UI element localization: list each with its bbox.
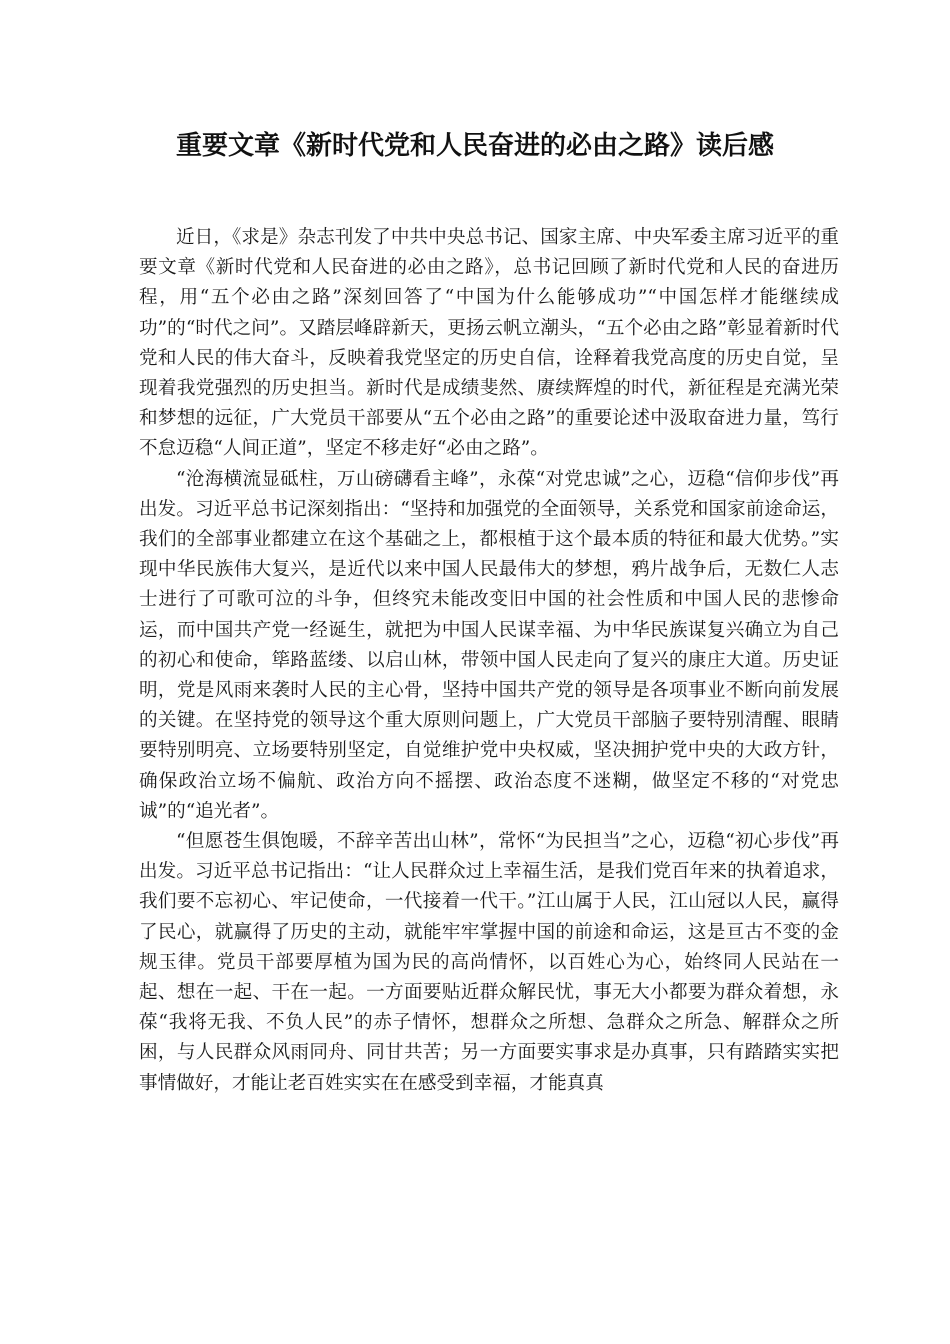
document-title: 重要文章《新时代党和人民奋进的必由之路》读后感: [175, 131, 774, 161]
paragraph-3: “但愿苍生俱饱暖，不辞辛苦出山林”，常怀“为民担当”之心，迈稳“初心步伐”再出发。习近平总书记指出：“让人民群众过上幸福生活，是我们党百年来的执着追求，我们要不忘初心、牢记使命，一代接着一代干。”江山属于人民，江山冠以人民，赢得了民心，就赢得了历史的主动，就能牢牢掌握中国的前途和命运，这是亘古不变的金规玉律。党员干部要厚植为国为民的高尚情怀，以百姓心为心，始终同人民站在一起、想在一起、干在一起。一方面要贴近群众解民忧，事无大小都要为群众着想，永葆“我将无我、不负人民”的赤子情怀，想群众之所想、急群众之所急、解群众之所困，与人民群众风雨同舟、同甘共苦；另一方面要实事求是办真事，只有踏踏实实把事情做好，才能让老百姓实实在在感受到幸福，才能真真: [139, 831, 839, 1094]
document-body: [139, 223, 839, 1099]
paragraph-2: “沧海横流显砥柱，万山磅礴看主峰”，永葆“对党忠诚”之心，迈稳“信仰步伐”再出发。习近平总书记深刻指出：“坚持和加强党的全面领导，关系党和国家前途命运，我们的全部事业都建立在这个基础之上，都根植于这个最本质的特征和最大优势。”实现中华民族伟大复兴，是近代以来中国人民最伟大的梦想，鸦片战争后，无数仁人志士进行了可歌可泣的斗争，但终究未能改变旧中国的社会性质和中国人民的悲惨命运，而中国共产党一经诞生，就把为中国人民谋幸福、为中华民族谋复兴确立为自己的初心和使命，筚路蓝缕、以启山林，带领中国人民走向了复兴的康庄大道。历史证明，党是风雨来袭时人民的主心骨，坚持中国共产党的领导是各项事业不断向前发展的关键。在坚持党的领导这个重大原则问题上，广大党员干部脑子要特别清醒、眼睛要特别明亮、立场要特别坚定，自觉维护党中央权威，坚决拥护党中央的大政方针，确保政治立场不偏航、政治方向不摇摆、政治态度不迷糊，做坚定不移的“对党忠诚”的“追光者”。: [139, 468, 839, 822]
paragraph-1: 近日，《求是》杂志刊发了中共中央总书记、国家主席、中央军委主席习近平的重要文章《新时代党和人民奋进的必由之路》，总书记回顾了新时代党和人民的奋进历程，用“五个必由之路”深刻回答了“中国为什么能够成功”“中国怎样才能继续成功”的“时代之问”。又踏层峰辟新天，更扬云帆立潮头，“五个必由之路”彰显着新时代党和人民的伟大奋斗，反映着我党坚定的历史自信，诠释着我党高度的历史自觉，呈现着我党强烈的历史担当。新时代是成绩斐然、赓续辉煌的时代，新征程是充满光荣和梦想的远征，广大党员干部要从“五个必由之路”的重要论述中汲取奋进力量，笃行不怠迈稳“人间正道”，坚定不移走好“必由之路”。: [139, 227, 839, 460]
